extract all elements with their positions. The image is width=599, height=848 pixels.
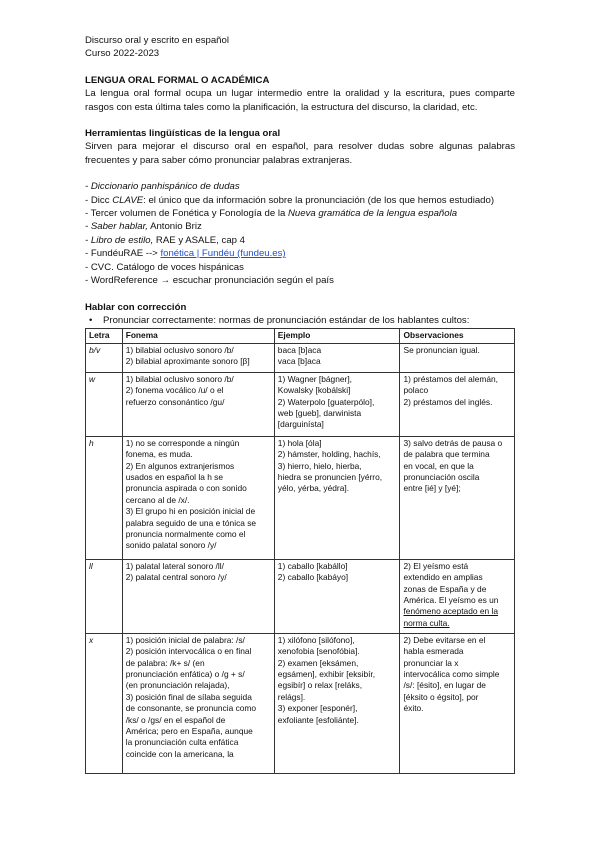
cell-line: egsámen], exhibir [eksibír, <box>277 668 376 679</box>
cell-letra: x <box>86 633 123 773</box>
cell-line: pronuncia aspirada o con sonido <box>125 483 247 494</box>
cell-line: 1) préstamos del alemán, <box>403 373 498 384</box>
cell-line: América. El yeísmo es un <box>403 594 499 605</box>
cell-letra: b/v <box>86 343 123 372</box>
cell-observaciones <box>400 633 515 773</box>
table-row <box>86 343 515 372</box>
cell-observaciones <box>400 343 515 372</box>
cell-line: de palabra que termina <box>403 449 490 460</box>
cell-line: 1) posición inicial de palabra: /s/ <box>125 634 245 645</box>
cell-line: en vocal, en que la <box>403 460 474 471</box>
cell-line: fenómeno aceptado en la <box>403 606 499 617</box>
cell-line: relágs]. <box>277 691 306 702</box>
cell-line: pronuncia normalmente como el <box>125 528 246 539</box>
cell-line: la pronunciación culta enfática <box>125 737 239 748</box>
cell-line: pronunciar la x <box>403 657 459 668</box>
pronunciation-table <box>85 328 515 773</box>
course-name: Discurso oral y escrito en español <box>85 35 229 46</box>
cell-line: 1) xilófono [silófono], <box>277 634 355 645</box>
cell-line: pronunciación oscila <box>403 471 480 482</box>
header-observaciones: Observaciones <box>400 329 515 343</box>
cell-line: (en pronunciación relajada), <box>125 680 230 691</box>
cell-line: 1) caballo [kabállo] <box>277 560 348 571</box>
cell-line: 3) exponer [esponér], <box>277 703 358 714</box>
cell-line: sonido palatal sonoro /y/ <box>125 540 217 551</box>
cell-line: éxito. <box>403 703 424 714</box>
section-title-oral-formal: LENGUA ORAL FORMAL O ACADÉMICA <box>85 74 270 86</box>
list-item-saber-hablar: - Saber hablar, Antonio Briz <box>85 221 202 233</box>
section-paragraph-herramientas: Sirven para mejorar el discurso oral en español, para resolver dudas sobre algunas palabras frecuentes y para saber cómo pronunciar palabras extranjeras. <box>85 141 515 166</box>
cell-line: 3) posición final de sílaba seguida <box>125 691 252 702</box>
document-page <box>85 34 515 774</box>
cell-ejemplo <box>274 633 400 773</box>
list-item-tercer-volumen: - Tercer volumen de Fonética y Fonología de la Nueva gramática de la lengua española <box>85 208 458 220</box>
cell-line: 1) bilabial oclusivo sonoro /b/ <box>125 344 234 355</box>
cell-line: intervocálica como simple <box>403 668 500 679</box>
cell-line: egsibír] o relax [reláks, <box>277 680 363 691</box>
section-paragraph-oral-formal: La lengua oral formal ocupa un lugar intermedio entre la oralidad y la escritura, pues comparte rasgos con esta última tales como la planificación, la estructura del discurso, la claridad, etc. <box>85 88 515 113</box>
cell-letra: h <box>86 436 123 559</box>
cell-line: 2) En algunos extranjerismos <box>125 460 235 471</box>
cell-observaciones <box>400 436 515 559</box>
cell-ejemplo <box>274 372 400 436</box>
cell-line: baca [b]aca <box>277 344 322 355</box>
list-item-libro-estilo: - Libro de estilo, RAE y ASALE, cap 4 <box>85 234 245 246</box>
cell-line: 2) préstamos del inglés. <box>403 396 493 407</box>
cell-line: web [gueb], darwinista <box>277 407 362 418</box>
header-letra: Letra <box>86 329 123 343</box>
cell-line: [darguinísta] <box>277 419 324 430</box>
cell-line: hiedra se pronuncien [yérro, <box>277 471 383 482</box>
list-item-cvc: - CVC. Catálogo de voces hispánicas <box>85 261 244 273</box>
cell-line: pronunciación enfática) o /g + s/ <box>125 668 245 679</box>
table-row <box>86 559 515 633</box>
table-header-row <box>86 329 515 343</box>
header-fonema: Fonema <box>122 329 274 343</box>
cell-ejemplo <box>274 436 400 559</box>
list-item-fundeu: - FundéuRAE --> fonética | Fundéu (fundeu.es) <box>85 248 286 260</box>
cell-line: Kowalsky [kobálski] <box>277 385 351 396</box>
cell-line: 1) palatal lateral sonoro /ll/ <box>125 560 224 571</box>
cell-line: 3) El grupo hi en posición inicial de <box>125 506 256 517</box>
cell-line: 1) bilabial oclusivo sonoro /b/ <box>125 373 234 384</box>
course-year: Curso 2022-2023 <box>85 48 160 60</box>
cell-line: Se pronuncian igual. <box>403 344 480 355</box>
cell-fonema <box>122 559 274 633</box>
cell-line: /s/: [ésito], en lugar de <box>403 680 486 691</box>
list-item-clave: - Dicc CLAVE: el único que da información sobre la pronunciación (de los que hemos estudiado) <box>85 194 495 206</box>
cell-line: 2) hámster, holding, hachís, <box>277 449 381 460</box>
cell-line: habla esmerada <box>403 646 464 657</box>
cell-letra: w <box>86 372 123 436</box>
cell-line: 1) no se corresponde a ningún <box>125 437 240 448</box>
cell-line: norma culta. <box>403 617 450 628</box>
cell-line: exfoliante [esfoliánte]. <box>277 714 359 725</box>
cell-line: 2) El yeísmo está <box>403 560 469 571</box>
cell-line: 3) salvo detrás de pausa o <box>403 437 503 448</box>
cell-line: 2) posición intervocálica o en final <box>125 646 252 657</box>
cell-line: 2) palatal central sonoro /y/ <box>125 572 227 583</box>
cell-line: entre [ié] y [yé]; <box>403 483 461 494</box>
cell-line: xenofobia [senofóbia]. <box>277 646 360 657</box>
cell-line: vaca [b]aca <box>277 356 321 367</box>
cell-line: yélo, yérba, yédra]. <box>277 483 350 494</box>
cell-line: 1) hola [óla] <box>277 437 322 448</box>
cell-line: de palabra: /k+ s/ (en <box>125 657 205 668</box>
cell-fonema <box>122 633 274 773</box>
list-item-diccionario: - Diccionario panhispánico de dudas <box>85 181 240 193</box>
header-ejemplo: Ejemplo <box>274 329 400 343</box>
cell-line: 1) Wagner [bágner], <box>277 373 352 384</box>
cell-line: polaco <box>403 385 429 396</box>
cell-fonema <box>122 372 274 436</box>
table-row <box>86 436 515 559</box>
cell-ejemplo <box>274 559 400 633</box>
cell-fonema <box>122 343 274 372</box>
cell-observaciones <box>400 559 515 633</box>
cell-ejemplo <box>274 343 400 372</box>
list-item-wordreference: - WordReference → escuchar pronunciación según el país <box>85 275 334 287</box>
section-title-herramientas: Herramientas lingüísticas de la lengua oral <box>85 128 281 140</box>
cell-line: zonas de España y de <box>403 583 487 594</box>
cell-line: 2) fonema vocálico /u/ o el <box>125 385 224 396</box>
cell-line: refuerzo consonántico /gu/ <box>125 396 225 407</box>
cell-line: América; pero en España, aunque <box>125 725 253 736</box>
table-row <box>86 372 515 436</box>
cell-line: /ks/ o /gs/ en el español de <box>125 714 226 725</box>
cell-line: coincide con la americana, la <box>125 748 234 759</box>
cell-line: cercano al de /x/. <box>125 494 190 505</box>
cell-letra: ll <box>86 559 123 633</box>
cell-line: 2) caballo [kabáyo] <box>277 572 349 583</box>
section-title-correccion: Hablar con corrección <box>85 301 187 313</box>
fundeu-link[interactable]: fonética | Fundéu (fundeu.es) <box>160 248 286 260</box>
cell-line: fonema, es muda. <box>125 449 193 460</box>
table-row <box>86 633 515 773</box>
cell-line: 3) hierro, hielo, hierba, <box>277 460 362 471</box>
cell-line: 2) Debe evitarse en el <box>403 634 486 645</box>
cell-line: de consonante, se pronuncia como <box>125 703 257 714</box>
cell-observaciones <box>400 372 515 436</box>
bullet-pronunciar: • Pronunciar correctamente: normas de pronunciación estándar de los hablantes cultos: <box>85 314 515 327</box>
cell-line: 2) Waterpolo [guaterpólo], <box>277 396 375 407</box>
cell-line: extendido en amplias <box>403 572 483 583</box>
cell-fonema <box>122 436 274 559</box>
cell-line: 2) examen [eksámen, <box>277 657 359 668</box>
cell-line: usados en español la h se <box>125 471 224 482</box>
cell-line: [éksito o égsito], por <box>403 691 479 702</box>
cell-line: palabra seguido de una e tónica se <box>125 517 257 528</box>
cell-line: 2) bilabial aproximante sonoro [β] <box>125 356 250 367</box>
